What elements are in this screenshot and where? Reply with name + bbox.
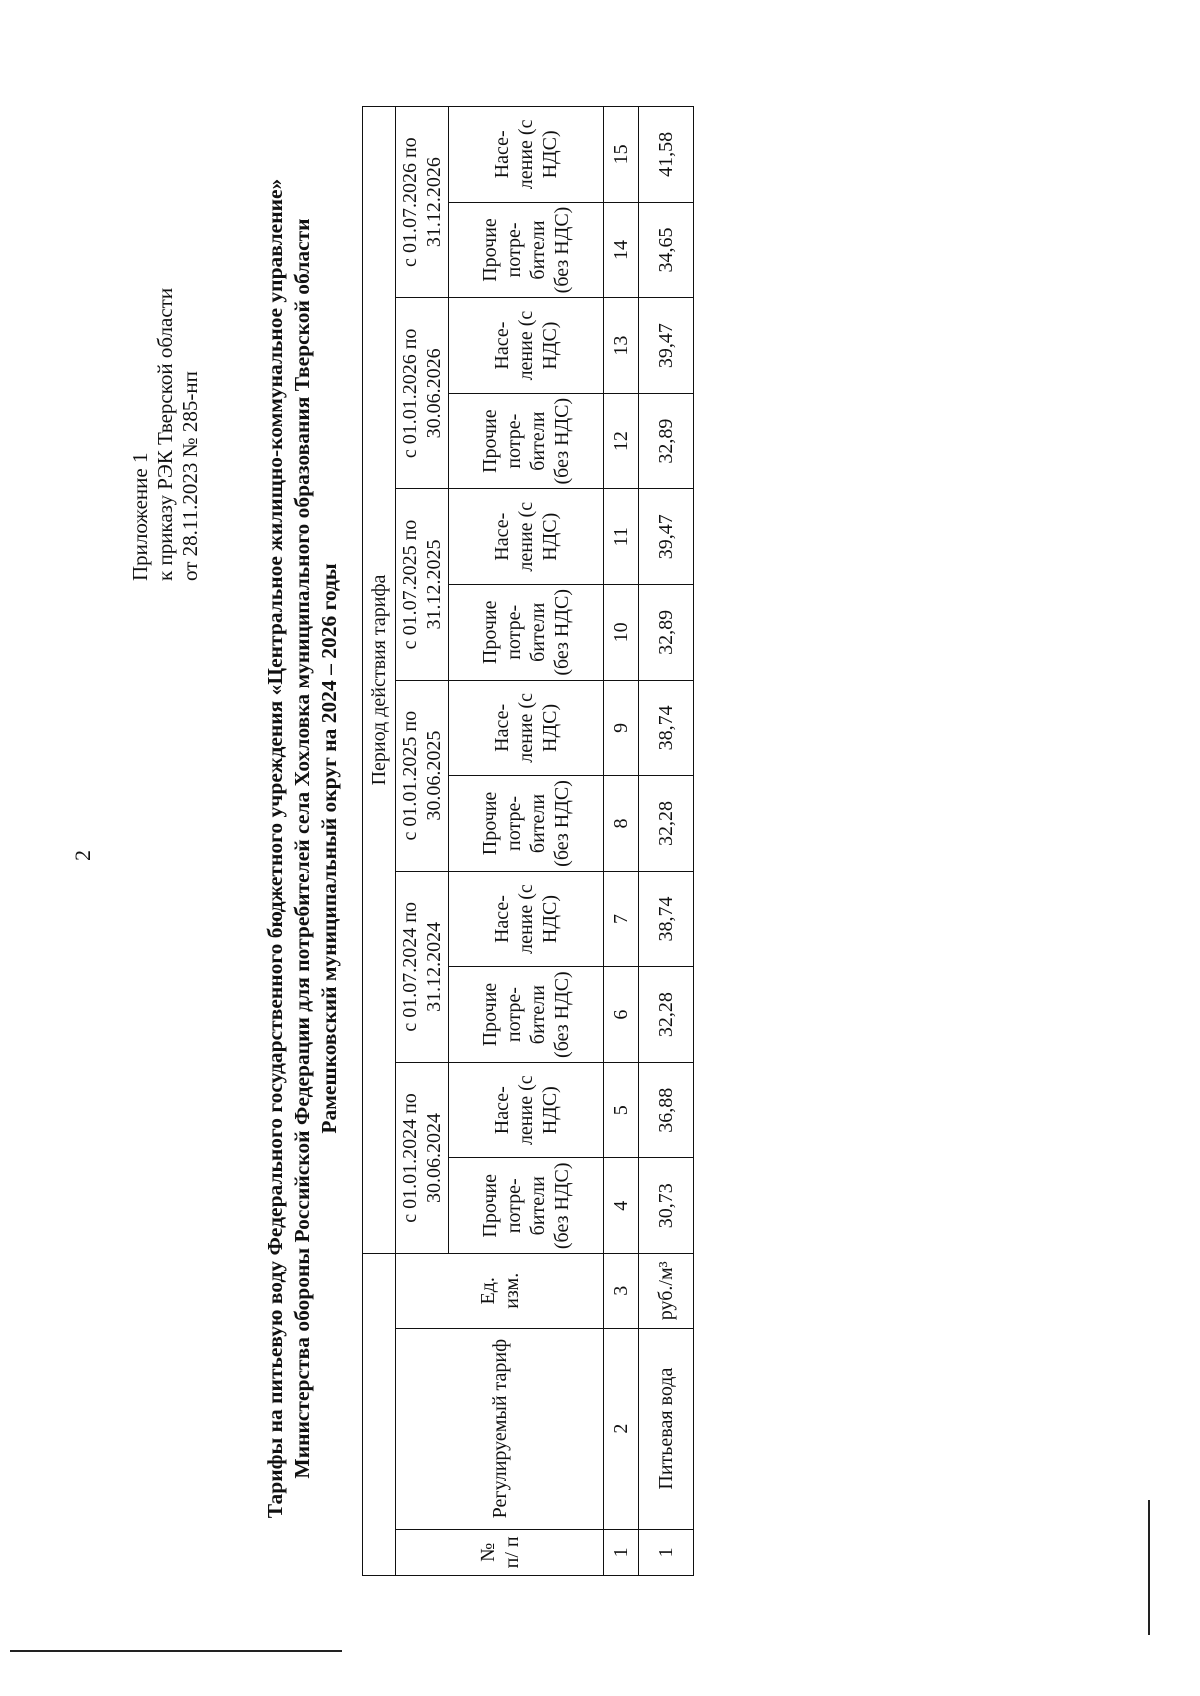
header-unit: Ед. изм. [396,1254,604,1328]
index-cell: 3 [604,1254,639,1328]
title-line-1: Тарифы на питьевую воду Федерального государственного бюджетного учреждения «Центральное жилищно-коммунальное управление» [263,178,287,1519]
index-row [604,107,639,1576]
consumer-population: Насе- ление (с НДС) [449,489,604,585]
period-3: с 01.01.2025 по 30.06.2025 [396,680,449,871]
index-cell: 5 [604,1062,639,1158]
index-cell: 4 [604,1158,639,1254]
consumer-population: Насе- ление (с НДС) [449,1062,604,1158]
consumer-population: Насе- ление (с НДС) [449,107,604,203]
consumer-other: Прочие потре- бители (без НДС) [449,393,604,489]
index-cell: 8 [604,776,639,872]
index-cell: 1 [604,1529,639,1575]
index-cell: 2 [604,1328,639,1529]
period-4: с 01.07.2025 по 31.12.2025 [396,489,449,680]
consumer-other: Прочие потре- бители (без НДС) [449,202,604,298]
period-2: с 01.07.2024 по 31.12.2024 [396,871,449,1062]
row-tariff-name: Питьевая вода [639,1328,694,1529]
consumer-other: Прочие потре- бители (без НДС) [449,1158,604,1254]
row-unit: руб./м³ [639,1254,694,1328]
page-number: 2 [70,850,95,861]
period-5: с 01.01.2026 по 30.06.2026 [396,298,449,489]
period-6: с 01.07.2026 по 31.12.2026 [396,107,449,298]
tariff-value: 32,28 [639,967,694,1063]
tariff-value: 32,89 [639,393,694,489]
index-cell: 9 [604,680,639,776]
title-line-2: Министерства обороны Российской Федерации для потребителей села Хохловка муниципального образования Тверской области [290,218,314,1479]
consumer-population: Насе- ление (с НДС) [449,680,604,776]
consumer-population: Насе- ление (с НДС) [449,298,604,394]
index-cell: 15 [604,107,639,203]
header-tariff: Регулируемый тариф [396,1328,604,1529]
index-cell: 13 [604,298,639,394]
appendix-line-2: к приказу РЭК Тверской области [153,287,177,581]
consumer-other: Прочие потре- бители (без НДС) [449,967,604,1063]
header-no: № п/ п [396,1529,604,1575]
index-cell: 11 [604,489,639,585]
title-line-3: Рамешковский муниципальный округ на 2024 – 2026 годы [317,563,341,1134]
appendix-block [128,288,203,581]
index-cell: 6 [604,967,639,1063]
consumer-population: Насе- ление (с НДС) [449,871,604,967]
document-title [262,101,343,1596]
tariff-value: 36,88 [639,1062,694,1158]
tariff-value: 32,89 [639,585,694,681]
tariff-value: 39,47 [639,489,694,585]
appendix-line-1: Приложение 1 [128,452,152,581]
appendix-line-3: от 28.11.2023 № 285-нп [178,371,202,581]
table-row [639,107,694,1576]
consumer-other: Прочие потре- бители (без НДС) [449,585,604,681]
index-cell: 7 [604,871,639,967]
tariff-value: 38,74 [639,871,694,967]
index-cell: 10 [604,585,639,681]
tariff-value: 41,58 [639,107,694,203]
tariff-value: 30,73 [639,1158,694,1254]
consumer-other: Прочие потре- бители (без НДС) [449,776,604,872]
period-1: с 01.01.2024 по 30.06.2024 [396,1062,449,1253]
tariff-value: 34,65 [639,202,694,298]
index-cell: 12 [604,393,639,489]
tariff-table [362,106,694,1576]
tariff-value: 39,47 [639,298,694,394]
header-blank [363,1254,396,1576]
row-number: 1 [639,1529,694,1575]
index-cell: 14 [604,202,639,298]
tariff-value: 32,28 [639,776,694,872]
tariff-value: 38,74 [639,680,694,776]
period-header: Период действия тарифа [363,107,396,1254]
